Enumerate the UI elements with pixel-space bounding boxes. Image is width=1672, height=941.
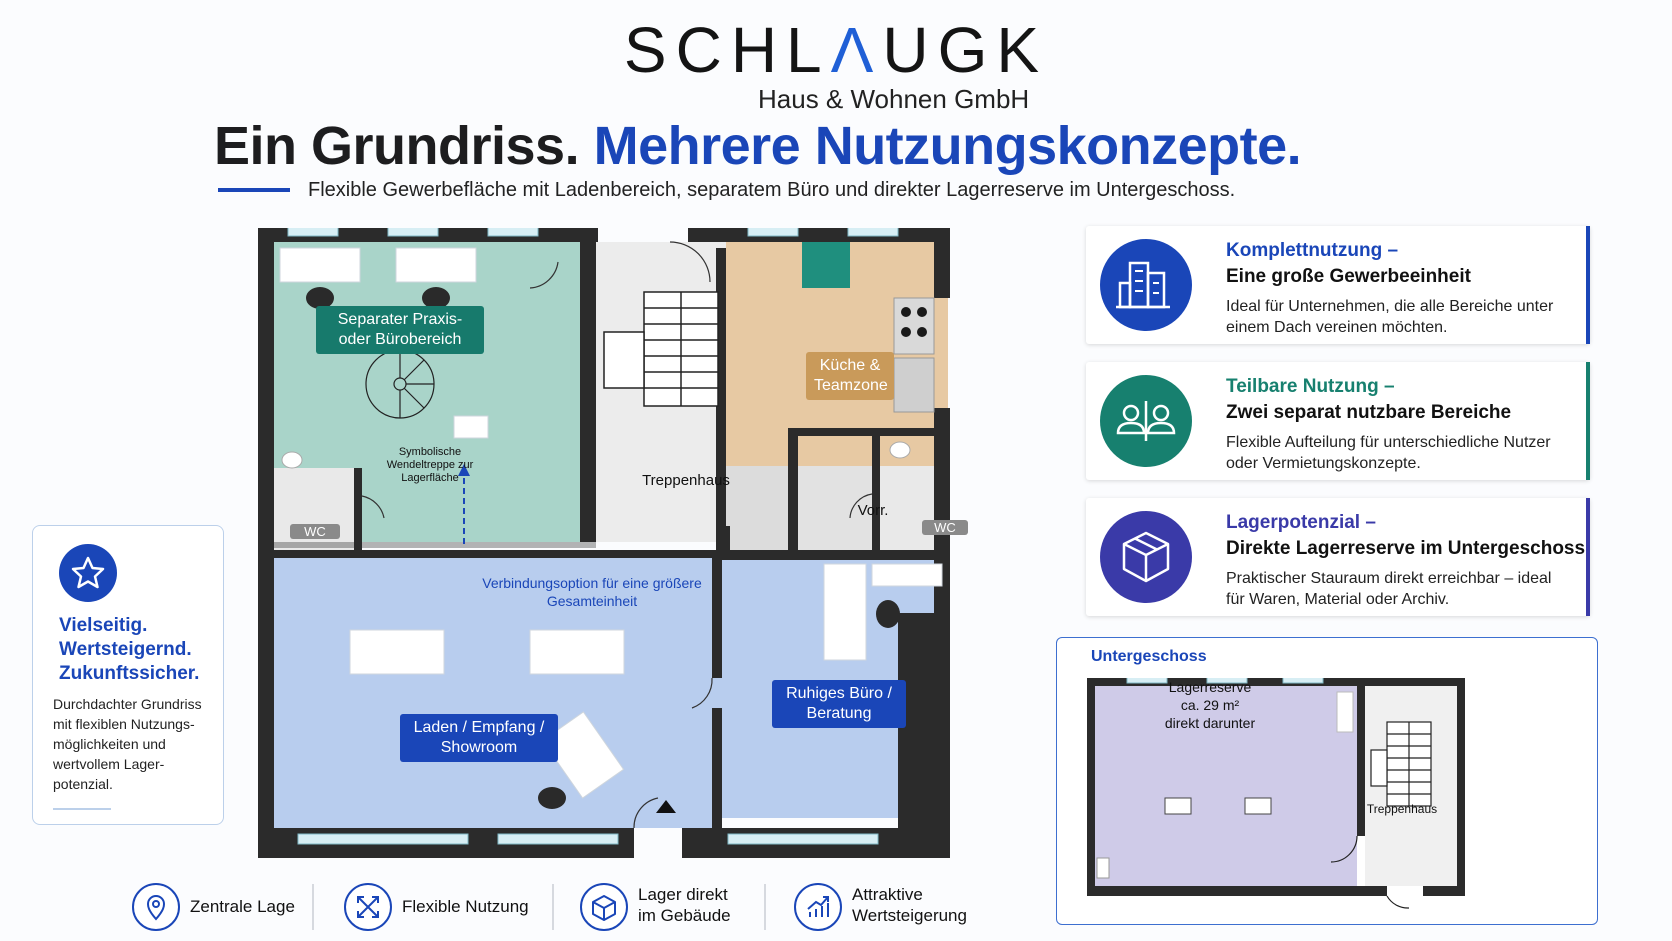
company-logo (0, 14, 1672, 114)
feature-text: Praktischer Stauraum direkt erreichbar – ideal für Waren, Material oder Archiv. (1226, 570, 1552, 608)
stairwell-label: Treppenhaus (642, 472, 730, 489)
highlight-card (32, 525, 224, 825)
feature-growth: Attraktive Wertsteigerung (794, 878, 984, 934)
star-icon (59, 544, 117, 602)
feature-subtitle: Zwei separat nutzbare Bereiche (1226, 402, 1512, 423)
quiet-office-label: Ruhiges Büro / Beratung (772, 680, 906, 728)
basement-label: Untergeschoss (1091, 648, 1207, 665)
spiral-stair-note: Symbolische Wendeltreppe zur Lagerfläche (386, 446, 474, 484)
divider (764, 884, 766, 930)
basement-panel (1056, 637, 1598, 925)
users-split-icon (1100, 375, 1192, 467)
feature-title: Komplettnutzung – (1226, 240, 1399, 261)
growth-chart-icon (794, 883, 842, 931)
feature-location: Zentrale Lage (132, 878, 292, 934)
page-subline: Flexible Gewerbefläche mit Ladenbereich, separatem Büro und direkter Lagerreserve im Untergeschoss. (308, 179, 1236, 201)
feature-card-lager (1086, 498, 1590, 616)
divider (53, 808, 111, 810)
feature-subtitle: Eine große Gewerbeeinheit (1226, 266, 1471, 287)
kitchen-label: Küche & Teamzone (806, 352, 894, 400)
highlight-text: Durchdachter Grundriss mit flexiblen Nutzungs-möglichkeiten und wertvollem Lager-potenzial. (53, 696, 202, 792)
expand-arrows-icon (344, 883, 392, 931)
feature-card-komplett (1086, 226, 1590, 344)
page-headline: Ein Grundriss. Mehrere Nutzungskonzepte. (214, 116, 1302, 176)
divider (312, 884, 314, 930)
feature-subtitle: Direkte Lagerreserve im Untergeschoss (1226, 538, 1586, 559)
feature-title: Lagerpotenzial – (1226, 512, 1376, 533)
feature-flexible: Flexible Nutzung (344, 878, 534, 934)
wc-right-label: WC (922, 520, 968, 535)
feature-text: Flexible Aufteilung für unterschiedliche Nutzer oder Vermietungskonzepte. (1226, 434, 1551, 472)
building-icon (1100, 239, 1192, 331)
feature-card-teilbar (1086, 362, 1590, 480)
kitchen-table (802, 242, 850, 288)
office-area-label: Separater Praxis- oder Bürobereich (316, 306, 484, 354)
vestibule-label: Vorr. (857, 502, 889, 519)
accent-bar (218, 188, 290, 192)
feature-title: Teilbare Nutzung – (1226, 376, 1395, 397)
feature-text: Ideal für Unternehmen, die alle Bereiche unter einem Dach vereinen möchten. (1226, 298, 1554, 336)
divider (552, 884, 554, 930)
logo-wordmark: SCHLΛUGK (623, 14, 1049, 86)
shop-label: Laden / Empfang / Showroom (400, 714, 558, 762)
location-pin-icon (132, 883, 180, 931)
box-icon (1100, 511, 1192, 603)
connection-label: Verbindungsoption für eine größere Gesamteinheit (482, 575, 702, 609)
basement-stairwell-label: Treppenhaus (1366, 802, 1438, 816)
basement-storage-label: Lagerreserve ca. 29 m² direkt darunter (1164, 679, 1256, 731)
feature-storage: Lager direkt im Gebäude (580, 878, 750, 934)
wc-left-label: WC (290, 524, 340, 539)
logo-subtitle: Haus & Wohnen GmbH (758, 84, 1030, 114)
box-icon (580, 883, 628, 931)
highlight-tagline: Vielseitig. Wertsteigernd. Zukunftssicher. (59, 615, 200, 684)
